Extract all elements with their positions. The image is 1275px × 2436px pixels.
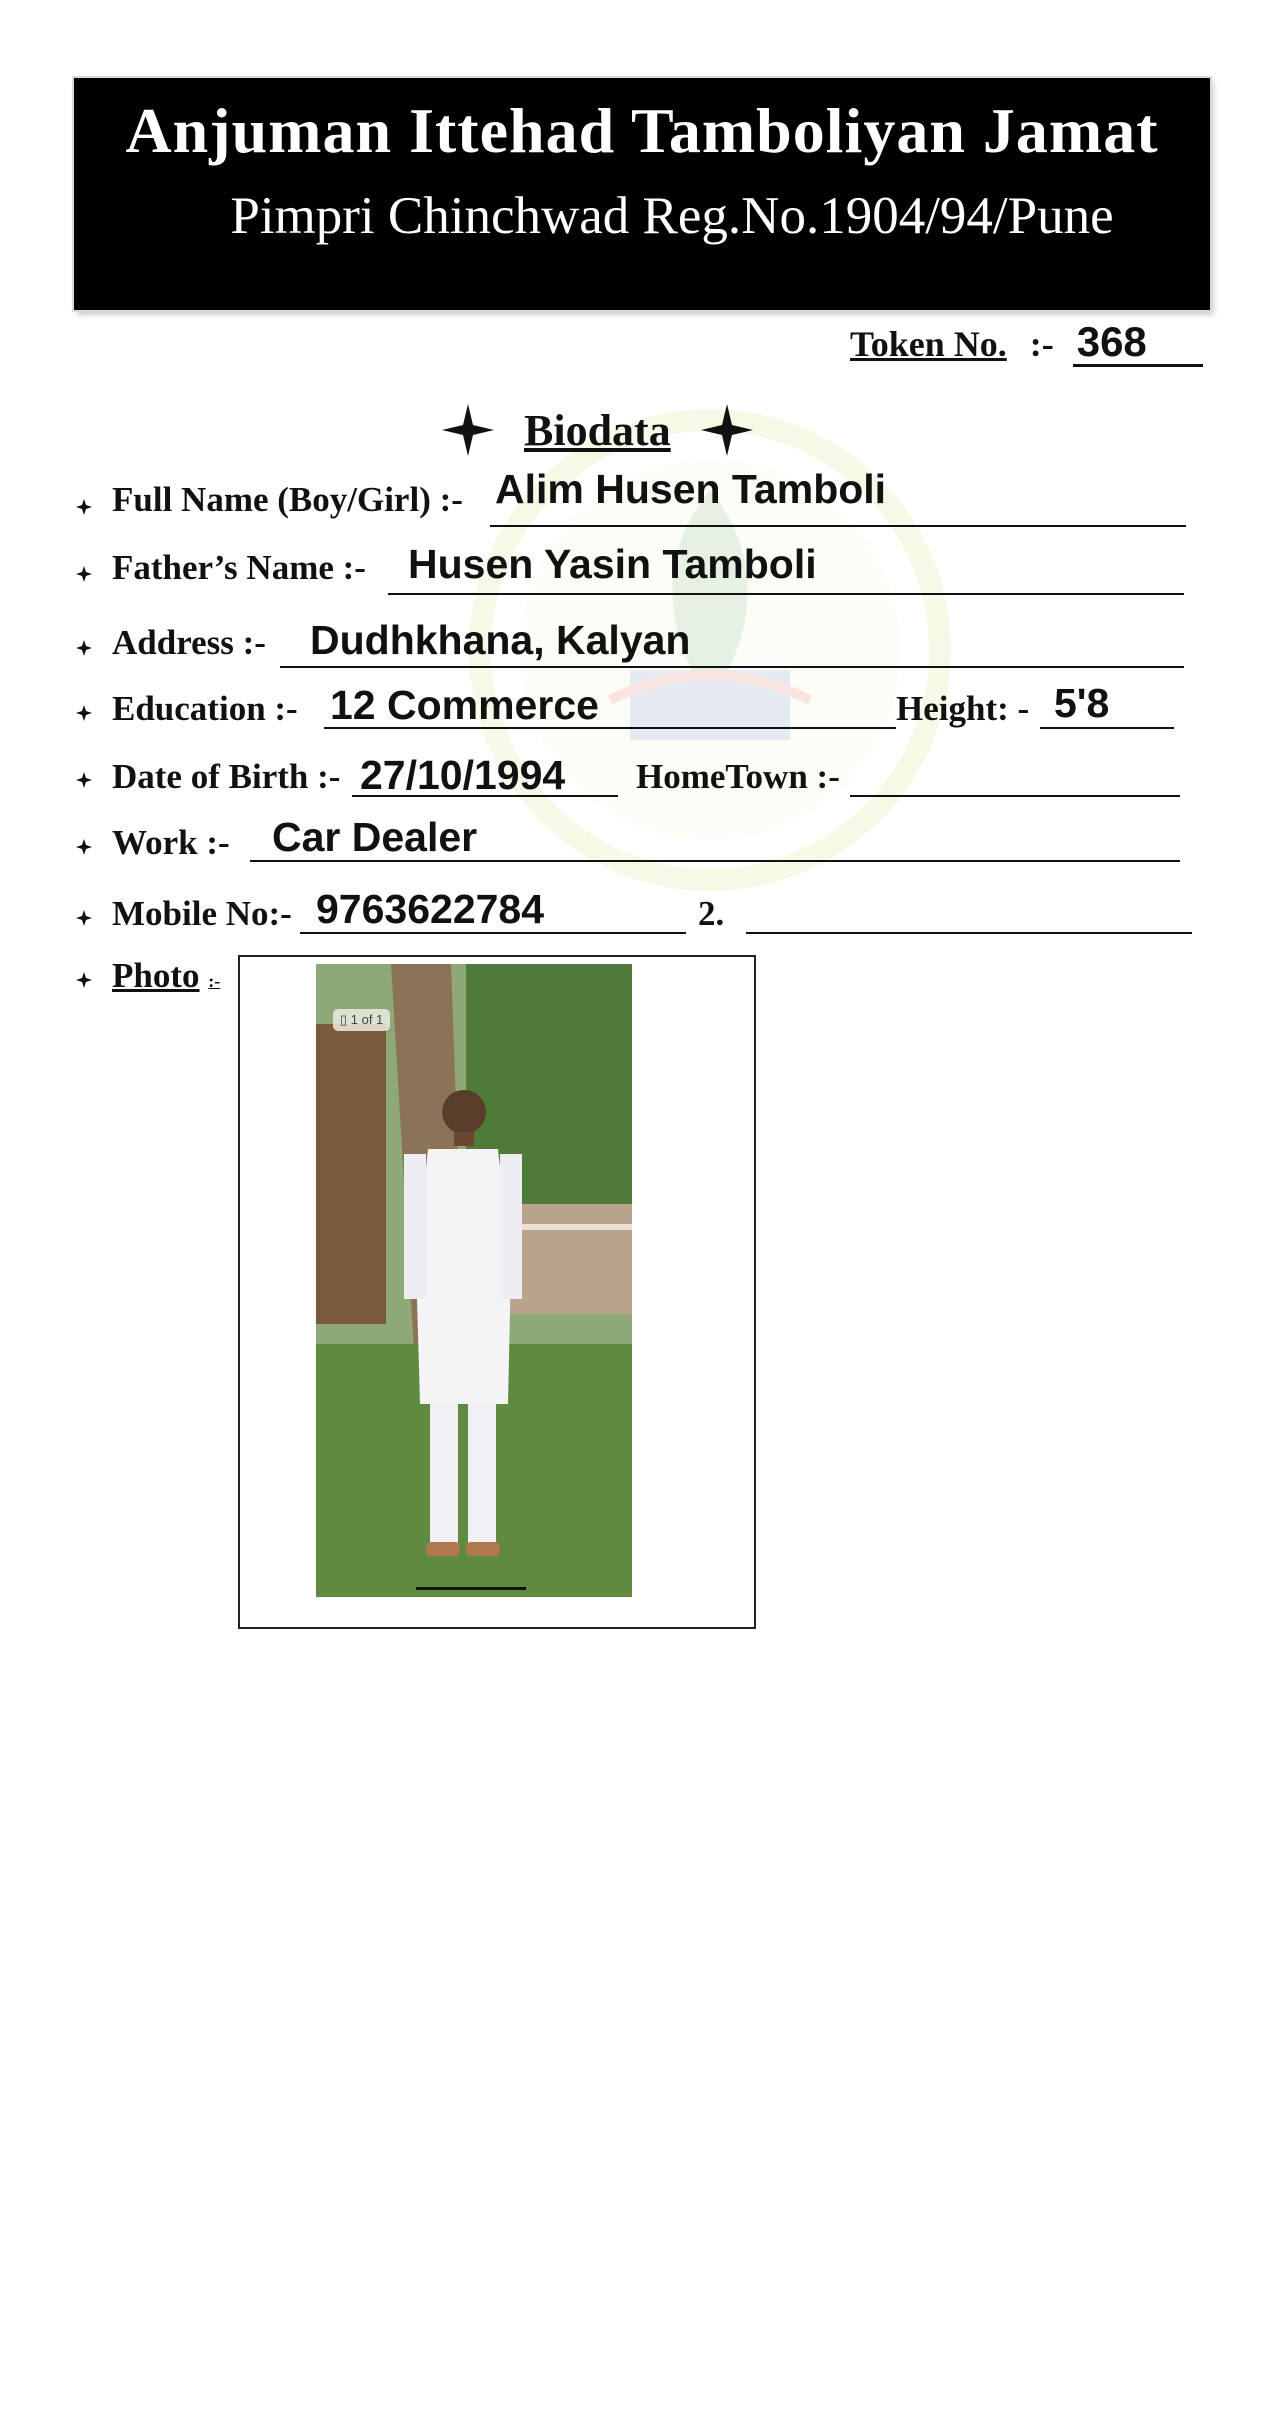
diamond-bullet-icon (76, 499, 92, 515)
height-value: 5'8 (1054, 680, 1110, 726)
mobile-value: 9763622784 (316, 886, 545, 932)
dob-label: Date of Birth :- (112, 757, 341, 796)
profile-photo-illustration (316, 964, 632, 1597)
diamond-bullet-icon (76, 566, 92, 582)
height-underline (1040, 727, 1174, 729)
profile-photo (316, 964, 632, 1597)
diamond-bullet-icon (76, 772, 92, 788)
photo-label-suffix: :- (208, 971, 221, 991)
registration-subtitle: Pimpri Chinchwad Reg.No.1904/94/Pune (230, 187, 1114, 245)
token-separator: :- (1029, 324, 1054, 364)
token-number (850, 320, 1203, 367)
diamond-bullet-icon (76, 910, 92, 926)
diamond-bullet-icon (76, 640, 92, 656)
hometown-underline (850, 795, 1180, 797)
token-label: Token No. (850, 324, 1007, 364)
address-underline (280, 666, 1184, 668)
father-name-value: Husen Yasin Tamboli (408, 541, 817, 587)
father-name-label: Father’s Name :- (112, 548, 366, 587)
diamond-bullet-icon (76, 972, 92, 988)
address-label: Address :- (112, 623, 266, 662)
organization-title: Anjuman Ittehad Tamboliyan Jamat (125, 95, 1159, 166)
mobile2-label: 2. (698, 894, 725, 933)
mobile-label: Mobile No:- (112, 894, 292, 933)
page-title: Biodata (524, 405, 671, 455)
photo-label (112, 956, 220, 996)
token-value: 368 (1073, 320, 1203, 367)
diamond-bullet-icon (76, 839, 92, 855)
photo-label-text: Photo (112, 956, 200, 995)
full-name-underline (490, 525, 1186, 527)
work-value: Car Dealer (272, 814, 478, 860)
height-label: Height: - (896, 689, 1030, 728)
dob-value: 27/10/1994 (360, 752, 566, 798)
father-name-underline (388, 593, 1184, 595)
header-banner (74, 78, 1210, 310)
mobile2-underline (746, 932, 1192, 934)
four-point-star-icon (699, 402, 755, 458)
address-value: Dudhkhana, Kalyan (310, 617, 691, 663)
biodata-heading (440, 395, 755, 465)
hometown-label: HomeTown :- (636, 757, 840, 796)
work-label: Work :- (112, 823, 230, 862)
full-name-value: Alim Husen Tamboli (495, 466, 887, 512)
education-label: Education :- (112, 689, 298, 728)
education-value: 12 Commerce (330, 682, 599, 728)
photo-page-badge-text: 1 of 1 (350, 1012, 384, 1027)
diamond-bullet-icon (76, 705, 92, 721)
photo-page-badge: ▯ 1 of 1 (333, 1009, 390, 1031)
full-name-label: Full Name (Boy/Girl) :- (112, 480, 463, 519)
four-point-star-icon (440, 402, 496, 458)
